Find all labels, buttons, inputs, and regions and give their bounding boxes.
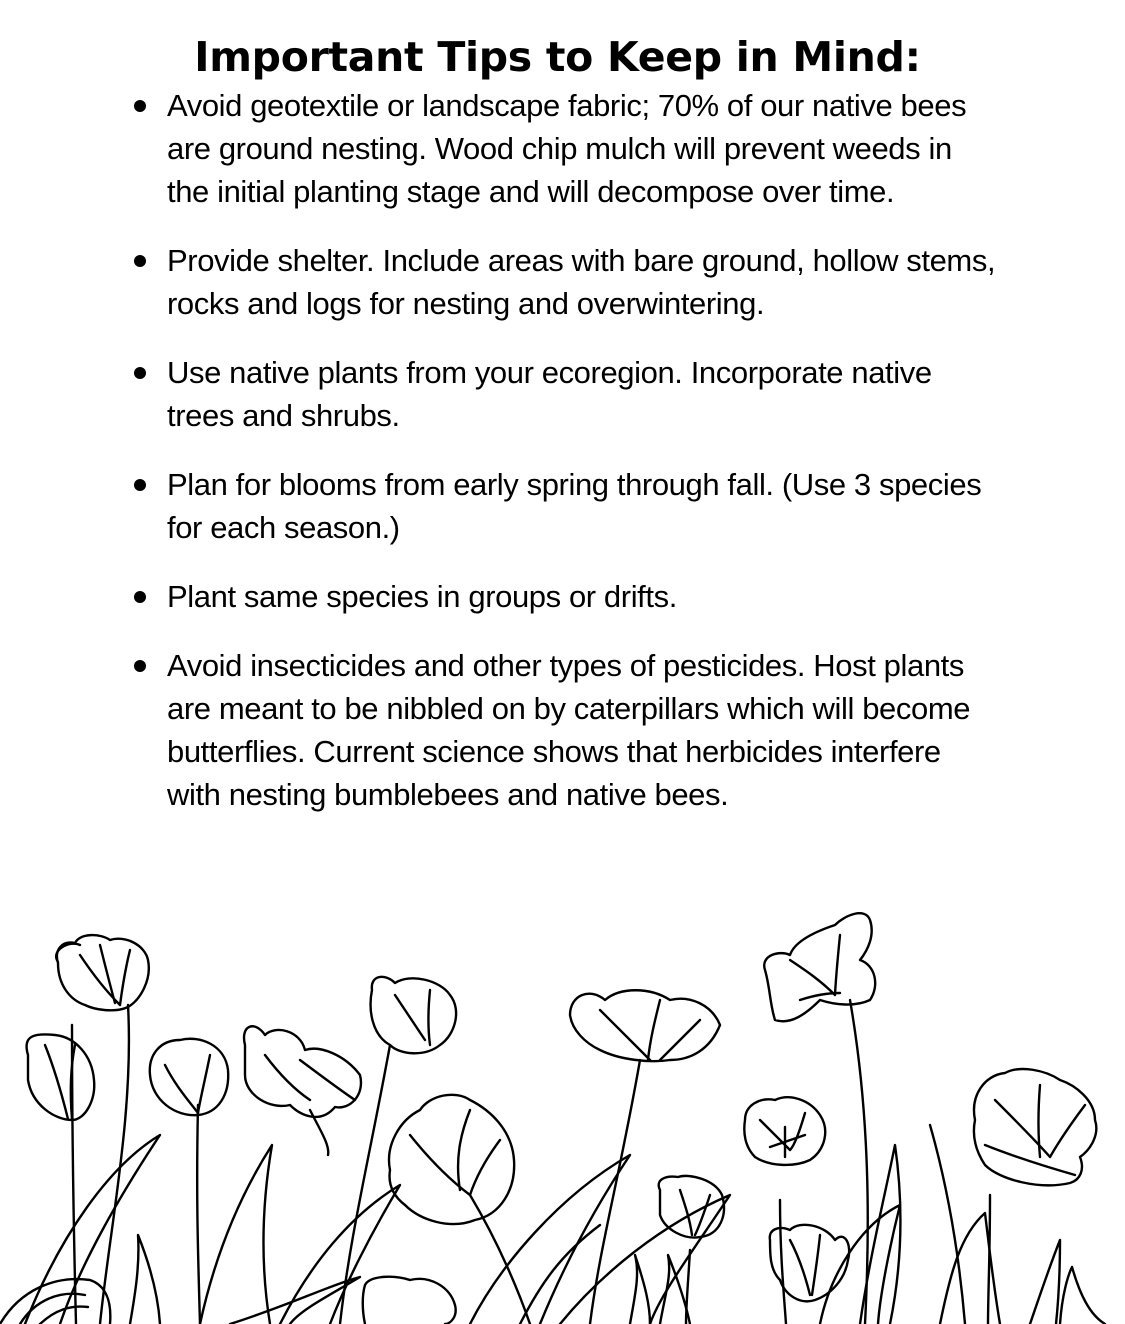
tip-item [128,463,997,549]
bullet-icon [134,660,146,672]
tip-item [128,239,997,325]
tip-item [128,351,957,437]
tip-item [128,575,997,618]
bullet-icon [134,479,146,491]
tip-text: Plant same species in groups or drifts. [167,579,677,614]
tip-text: Use native plants from your ecoregion. Incorporate native trees and shrubs. [167,355,932,433]
tip-text: Plan for blooms from early spring through fall. (Use 3 species for each season.) [167,467,982,545]
tulip-garden-illustration [0,895,1125,1324]
bullet-icon [134,367,146,379]
tip-text: Avoid insecticides and other types of pesticides. Host plants are meant to be nibbled on by caterpillars which will become butterflies. Current science shows that herbicides interfere with nesting bumblebees and native bees. [167,648,971,812]
tip-text: Avoid geotextile or landscape fabric; 70% of our native bees are ground nesting. Wood chip mulch will prevent weeds in the initial planting stage and will decompose over time. [167,88,967,209]
tip-item [128,644,1002,816]
tulip-garden-icon [0,895,1125,1324]
tip-text: Provide shelter. Include areas with bare ground, hollow stems, rocks and logs for nesting and overwintering. [167,243,996,321]
tips-list [128,84,1028,842]
bullet-icon [134,100,146,112]
bullet-icon [134,591,146,603]
bullet-icon [134,255,146,267]
tip-item [128,84,997,213]
page-title: Important Tips to Keep in Mind: [194,33,921,82]
